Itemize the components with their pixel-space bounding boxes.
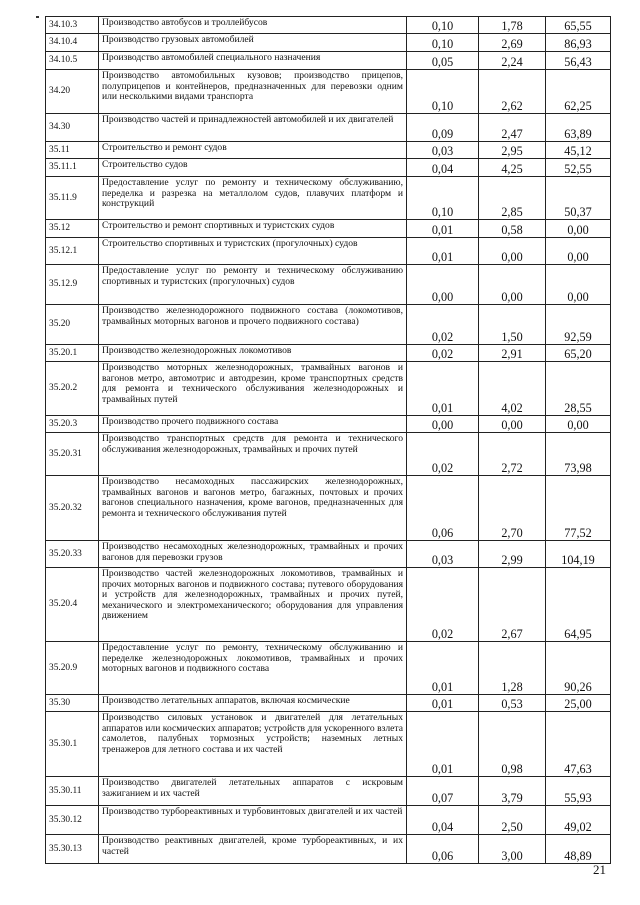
cell-value-a: 0,01 (407, 362, 479, 416)
table-row (46, 70, 611, 114)
cell-value-c: 0,00 (546, 416, 611, 433)
table-row (46, 835, 611, 864)
okved-table-container (45, 16, 610, 864)
cell-value-b: 0,53 (479, 695, 546, 712)
cell-value-b: 1,78 (479, 17, 546, 34)
cell-value-a: 0,05 (407, 52, 479, 70)
cell-name: Производство несамоходных железнодорожных, трамвайных и прочих вагонов для перевозки грузов (99, 541, 407, 568)
cell-value-a: 0,01 (407, 712, 479, 777)
cell-code: 34.10.4 (46, 34, 99, 52)
cell-code: 35.20.33 (46, 541, 99, 568)
cell-code: 34.10.3 (46, 17, 99, 34)
table-row (46, 345, 611, 362)
cell-value-c: 55,93 (546, 777, 611, 806)
table-row (46, 220, 611, 238)
cell-code: 35.20.2 (46, 362, 99, 416)
cell-value-c: 47,63 (546, 712, 611, 777)
cell-name: Производство моторных железнодорожных, трамвайных вагонов и вагонов метро, автомотрис и автодрезин, кроме транспортных средств для ремонта и технического обслуживания железнодорожных и трамвайных путей (99, 362, 407, 416)
cell-code: 35.20.31 (46, 433, 99, 476)
cell-value-a: 0,04 (407, 806, 479, 835)
table-row (46, 114, 611, 142)
cell-value-b: 4,02 (479, 362, 546, 416)
table-row (46, 568, 611, 642)
cell-code: 35.12.1 (46, 238, 99, 265)
cell-value-b: 2,69 (479, 34, 546, 52)
table-row (46, 159, 611, 177)
table-row (46, 305, 611, 345)
cell-value-a: 0,00 (407, 265, 479, 305)
cell-value-b: 0,58 (479, 220, 546, 238)
cell-code: 35.20.9 (46, 642, 99, 695)
cell-name: Предоставление услуг по ремонту и техническому обслуживанию спортивных и туристских (прогулочных) судов (99, 265, 407, 305)
cell-value-c: 65,55 (546, 17, 611, 34)
cell-code: 35.11.9 (46, 177, 99, 220)
table-row (46, 541, 611, 568)
cell-value-b: 2,85 (479, 177, 546, 220)
cell-value-a: 0,06 (407, 835, 479, 864)
table-row (46, 712, 611, 777)
cell-code: 35.30.11 (46, 777, 99, 806)
cell-code: 35.12.9 (46, 265, 99, 305)
cell-value-b: 4,25 (479, 159, 546, 177)
table-row (46, 695, 611, 712)
cell-code: 34.30 (46, 114, 99, 142)
cell-value-a: 0,00 (407, 416, 479, 433)
cell-value-c: 56,43 (546, 52, 611, 70)
cell-value-b: 2,50 (479, 806, 546, 835)
cell-value-c: 73,98 (546, 433, 611, 476)
cell-value-a: 0,10 (407, 177, 479, 220)
cell-value-c: 45,12 (546, 142, 611, 159)
cell-name: Производство двигателей летательных аппаратов с искровым зажиганием и их частей (99, 777, 407, 806)
cell-value-c: 52,55 (546, 159, 611, 177)
cell-name: Производство реактивных двигателей, кроме турбореактивных, и их частей (99, 835, 407, 864)
cell-value-a: 0,03 (407, 142, 479, 159)
cell-name: Строительство и ремонт судов (99, 142, 407, 159)
table-body (46, 17, 611, 864)
cell-value-b: 3,79 (479, 777, 546, 806)
cell-value-a: 0,10 (407, 70, 479, 114)
cell-name: Строительство спортивных и туристских (прогулочных) судов (99, 238, 407, 265)
cell-value-c: 28,55 (546, 362, 611, 416)
cell-value-c: 77,52 (546, 476, 611, 541)
cell-name: Производство автобусов и троллейбусов (99, 17, 407, 34)
page-number: 21 (593, 862, 606, 877)
table-row (46, 52, 611, 70)
cell-value-b: 2,95 (479, 142, 546, 159)
cell-value-b: 0,00 (479, 265, 546, 305)
cell-name: Производство автомобильных кузовов; производство прицепов, полуприцепов и контейнеров, предназначенных для перевозки одним или несколькими видами транспорта (99, 70, 407, 114)
cell-value-b: 0,00 (479, 238, 546, 265)
cell-value-c: 49,02 (546, 806, 611, 835)
cell-value-a: 0,02 (407, 568, 479, 642)
table-row (46, 416, 611, 433)
cell-value-a: 0,02 (407, 305, 479, 345)
cell-value-b: 2,72 (479, 433, 546, 476)
cell-name: Производство несамоходных пассажирских железнодорожных, трамвайных вагонов и вагонов метро, багажных, почтовых и прочих вагонов специального назначения, кроме вагонов, предназначенных для ремонта и технического обслуживания путей (99, 476, 407, 541)
cell-value-a: 0,10 (407, 17, 479, 34)
cell-code: 35.11.1 (46, 159, 99, 177)
cell-code: 35.20 (46, 305, 99, 345)
cell-code: 35.11 (46, 142, 99, 159)
cell-code: 35.12 (46, 220, 99, 238)
cell-value-a: 0,06 (407, 476, 479, 541)
cell-value-c: 63,89 (546, 114, 611, 142)
table-row (46, 362, 611, 416)
cell-value-a: 0,02 (407, 433, 479, 476)
cell-value-b: 0,98 (479, 712, 546, 777)
table-row (46, 777, 611, 806)
cell-value-b: 2,67 (479, 568, 546, 642)
cell-name: Производство турбореактивных и турбовинтовых двигателей и их частей (99, 806, 407, 835)
cell-value-a: 0,02 (407, 345, 479, 362)
cell-value-a: 0,04 (407, 159, 479, 177)
table-row (46, 177, 611, 220)
cell-value-c: 86,93 (546, 34, 611, 52)
cell-code: 35.30.1 (46, 712, 99, 777)
cell-value-a: 0,10 (407, 34, 479, 52)
cell-value-a: 0,01 (407, 695, 479, 712)
cell-value-c: 65,20 (546, 345, 611, 362)
cell-value-b: 2,91 (479, 345, 546, 362)
cell-value-c: 62,25 (546, 70, 611, 114)
cell-value-b: 2,47 (479, 114, 546, 142)
cell-code: 35.20.3 (46, 416, 99, 433)
cell-code: 35.30 (46, 695, 99, 712)
table-row (46, 142, 611, 159)
cell-name: Строительство и ремонт спортивных и туристских судов (99, 220, 407, 238)
table-row (46, 642, 611, 695)
cell-name: Производство силовых установок и двигателей для летательных аппаратов или космических аппаратов; устройств для ускоренного взлета самолетов, палубных тормозных устройств; наземных летных тренажеров для летного состава и их частей (99, 712, 407, 777)
cell-code: 35.30.13 (46, 835, 99, 864)
cell-name: Предоставление услуг по ремонту и техническому обслуживанию, переделка и разрезка на металлолом судов, плавучих платформ и конструкций (99, 177, 407, 220)
cell-value-c: 90,26 (546, 642, 611, 695)
cell-code: 35.30.12 (46, 806, 99, 835)
table-row (46, 238, 611, 265)
cell-value-b: 2,62 (479, 70, 546, 114)
okved-table (45, 16, 611, 864)
cell-value-b: 1,50 (479, 305, 546, 345)
cell-name: Производство летательных аппаратов, включая космические (99, 695, 407, 712)
cell-code: 34.10.5 (46, 52, 99, 70)
table-row (46, 476, 611, 541)
cell-name: Производство железнодорожных локомотивов (99, 345, 407, 362)
cell-value-b: 2,70 (479, 476, 546, 541)
cell-value-a: 0,01 (407, 220, 479, 238)
cell-name: Производство частей железнодорожных локомотивов, трамвайных и прочих моторных вагонов и подвижного состава; путевого оборудования и устройств для железнодорожных, трамвайных и прочих путей, механического и электромеханического; оборудования для управления движением (99, 568, 407, 642)
cell-name: Предоставление услуг по ремонту, техническому обслуживанию и переделке железнодорожных локомотивов, трамвайных и прочих моторных вагонов и подвижного состава (99, 642, 407, 695)
cell-value-b: 2,24 (479, 52, 546, 70)
cell-value-c: 48,89 (546, 835, 611, 864)
cell-name: Производство частей и принадлежностей автомобилей и их двигателей (99, 114, 407, 142)
table-row (46, 17, 611, 34)
cell-code: 34.20 (46, 70, 99, 114)
cell-code: 35.20.4 (46, 568, 99, 642)
table-row (46, 433, 611, 476)
cell-value-c: 92,59 (546, 305, 611, 345)
cell-value-b: 0,00 (479, 416, 546, 433)
cell-value-a: 0,07 (407, 777, 479, 806)
cell-name: Производство прочего подвижного состава (99, 416, 407, 433)
scan-speck (36, 16, 39, 18)
cell-name: Строительство судов (99, 159, 407, 177)
cell-value-b: 2,99 (479, 541, 546, 568)
cell-name: Производство транспортных средств для ремонта и технического обслуживания железнодорожных, трамвайных и прочих путей (99, 433, 407, 476)
cell-value-c: 25,00 (546, 695, 611, 712)
cell-name: Производство железнодорожного подвижного состава (локомотивов, трамвайных моторных вагонов и прочего подвижного состава) (99, 305, 407, 345)
cell-value-b: 1,28 (479, 642, 546, 695)
table-row (46, 265, 611, 305)
cell-value-c: 0,00 (546, 238, 611, 265)
table-row (46, 34, 611, 52)
cell-value-c: 50,37 (546, 177, 611, 220)
cell-value-a: 0,01 (407, 642, 479, 695)
cell-value-a: 0,09 (407, 114, 479, 142)
cell-name: Производство автомобилей специального назначения (99, 52, 407, 70)
cell-value-a: 0,03 (407, 541, 479, 568)
cell-value-c: 0,00 (546, 220, 611, 238)
cell-value-c: 104,19 (546, 541, 611, 568)
cell-value-a: 0,01 (407, 238, 479, 265)
table-row (46, 806, 611, 835)
cell-value-b: 3,00 (479, 835, 546, 864)
cell-name: Производство грузовых автомобилей (99, 34, 407, 52)
cell-value-c: 0,00 (546, 265, 611, 305)
cell-value-c: 64,95 (546, 568, 611, 642)
cell-code: 35.20.1 (46, 345, 99, 362)
cell-code: 35.20.32 (46, 476, 99, 541)
